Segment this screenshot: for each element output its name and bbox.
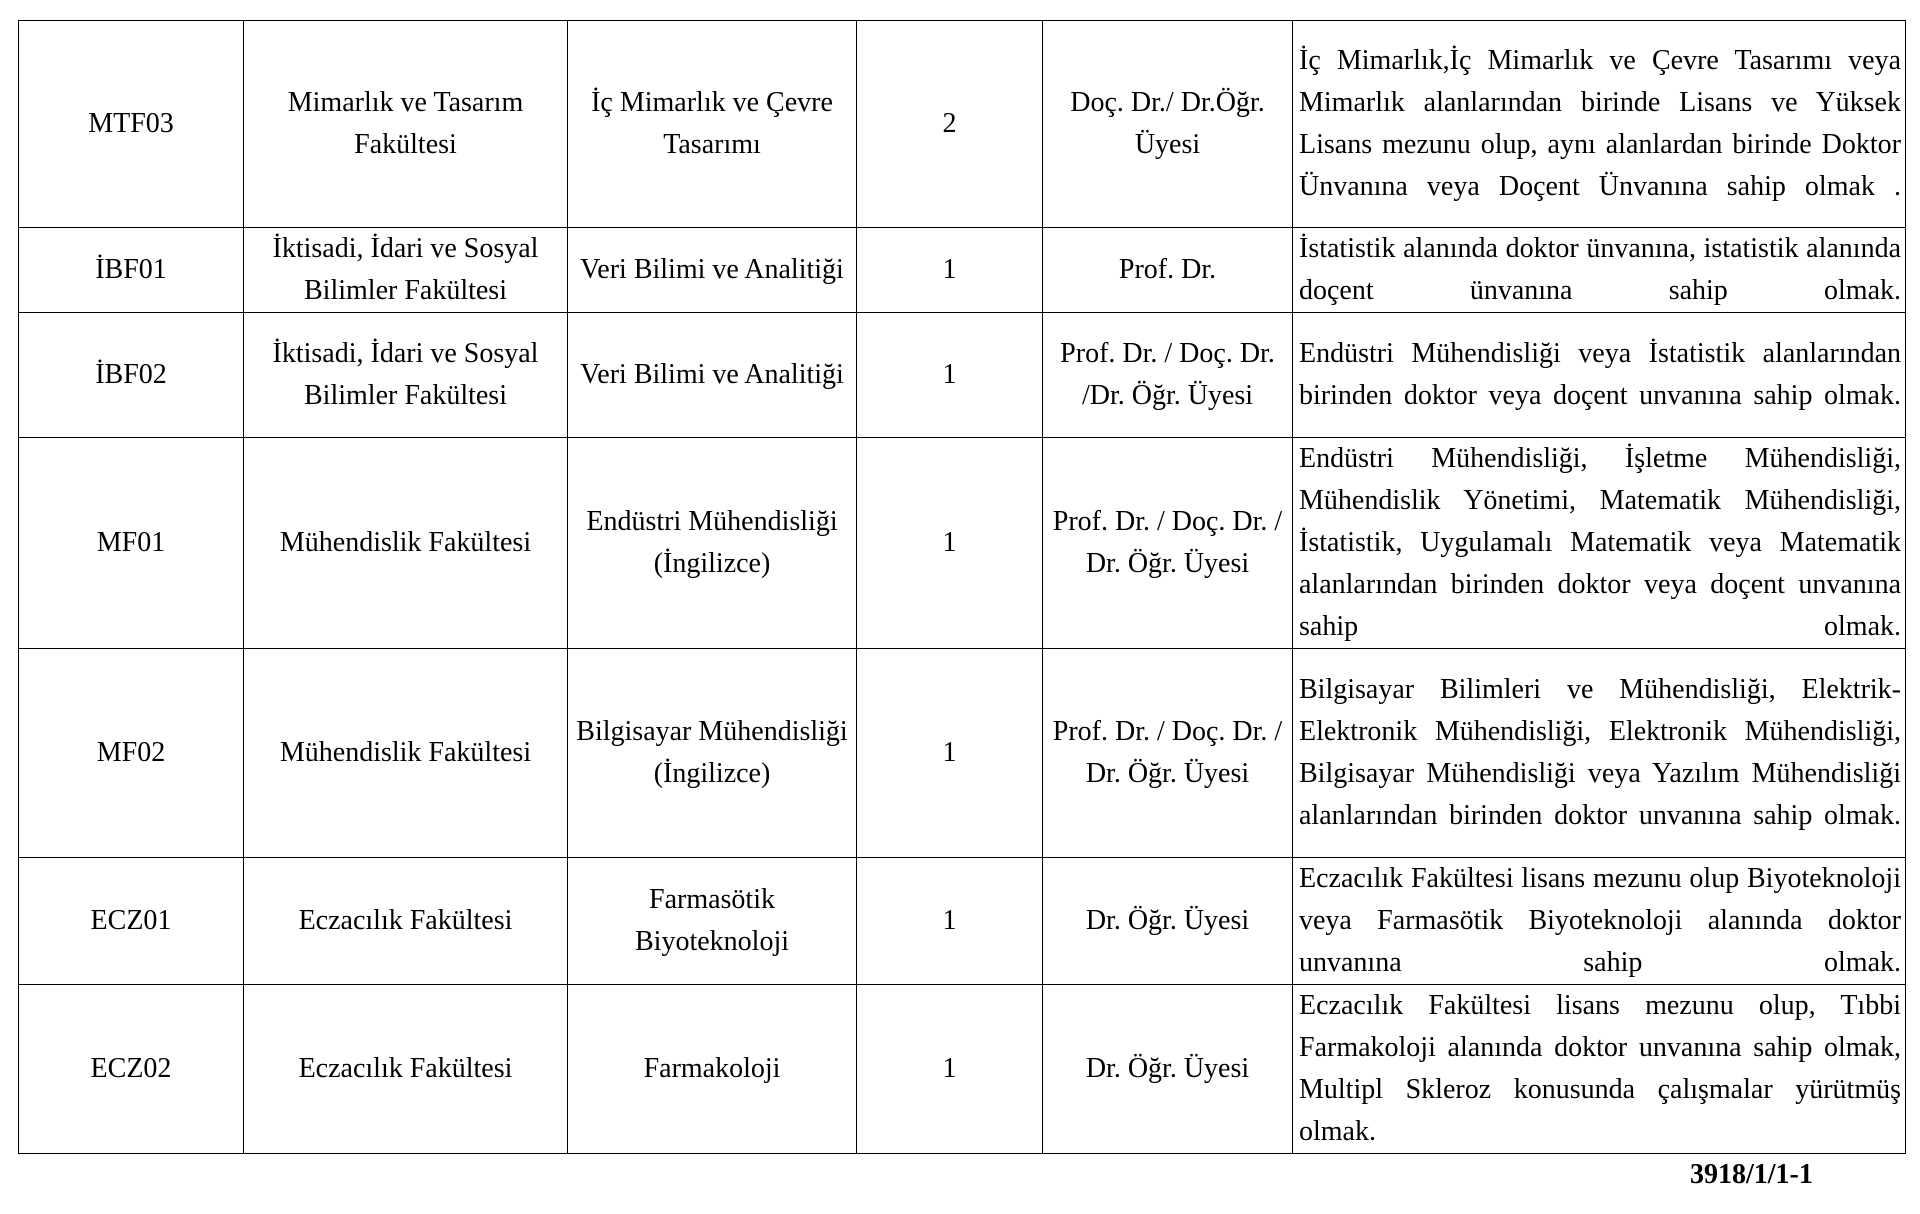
position-code: İBF01 <box>19 228 244 313</box>
positions-table <box>18 20 1906 1154</box>
position-code: MF02 <box>19 649 244 858</box>
requirement-text: Eczacılık Fakültesi lisans mezunu olup Biyoteknoloji veya Farmasötik Biyoteknoloji alanında doktor unvanına sahip olmak. <box>1293 858 1906 985</box>
department-name: Farmasötik Biyoteknoloji <box>568 858 857 985</box>
position-code: ECZ02 <box>19 985 244 1154</box>
table-row <box>19 438 1906 649</box>
requirement-text: İstatistik alanında doktor ünvanına, istatistik alanında doçent ünvanına sahip olmak. <box>1293 228 1906 313</box>
position-code: ECZ01 <box>19 858 244 985</box>
table-row <box>19 649 1906 858</box>
position-quota: 1 <box>857 985 1043 1154</box>
academic-title: Dr. Öğr. Üyesi <box>1043 858 1293 985</box>
table-row <box>19 228 1906 313</box>
department-name: İç Mimarlık ve Çevre Tasarımı <box>568 21 857 228</box>
faculty-name: Mühendislik Fakültesi <box>244 649 568 858</box>
requirement-text: Eczacılık Fakültesi lisans mezunu olup, Tıbbi Farmakoloji alanında doktor unvanına sahip olmak, Multipl Skleroz konusunda çalışmalar yürütmüş olmak. <box>1293 985 1906 1154</box>
faculty-name: Mimarlık ve Tasarım Fakültesi <box>244 21 568 228</box>
document-reference: 3918/1/1-1 <box>1690 1159 1813 1190</box>
department-name: Endüstri Mühendisliği (İngilizce) <box>568 438 857 649</box>
faculty-name: Eczacılık Fakültesi <box>244 985 568 1154</box>
position-quota: 1 <box>857 858 1043 985</box>
department-name: Farmakoloji <box>568 985 857 1154</box>
table-row <box>19 21 1906 228</box>
department-name: Veri Bilimi ve Analitiği <box>568 313 857 438</box>
position-code: MTF03 <box>19 21 244 228</box>
position-code: MF01 <box>19 438 244 649</box>
table-row <box>19 313 1906 438</box>
position-quota: 1 <box>857 228 1043 313</box>
academic-title: Prof. Dr. / Doç. Dr. / Dr. Öğr. Üyesi <box>1043 438 1293 649</box>
position-quota: 2 <box>857 21 1043 228</box>
position-quota: 1 <box>857 438 1043 649</box>
academic-title: Prof. Dr. / Doç. Dr. / Dr. Öğr. Üyesi <box>1043 649 1293 858</box>
department-name: Veri Bilimi ve Analitiği <box>568 228 857 313</box>
faculty-name: Mühendislik Fakültesi <box>244 438 568 649</box>
academic-title: Dr. Öğr. Üyesi <box>1043 985 1293 1154</box>
position-code: İBF02 <box>19 313 244 438</box>
department-name: Bilgisayar Mühendisliği (İngilizce) <box>568 649 857 858</box>
table-row <box>19 858 1906 985</box>
position-quota: 1 <box>857 649 1043 858</box>
faculty-name: İktisadi, İdari ve Sosyal Bilimler Fakültesi <box>244 313 568 438</box>
academic-title: Prof. Dr. / Doç. Dr. /Dr. Öğr. Üyesi <box>1043 313 1293 438</box>
academic-title: Doç. Dr./ Dr.Öğr. Üyesi <box>1043 21 1293 228</box>
requirement-text: Endüstri Mühendisliği veya İstatistik alanlarından birinden doktor veya doçent unvanına sahip olmak. <box>1293 313 1906 438</box>
position-quota: 1 <box>857 313 1043 438</box>
requirement-text: İç Mimarlık,İç Mimarlık ve Çevre Tasarımı veya Mimarlık alanlarından birinde Lisans ve Yüksek Lisans mezunu olup, aynı alanlardan birinde Doktor Ünvanına veya Doçent Ünvanına sahip olmak . <box>1293 21 1906 228</box>
faculty-name: İktisadi, İdari ve Sosyal Bilimler Fakültesi <box>244 228 568 313</box>
requirement-text: Bilgisayar Bilimleri ve Mühendisliği, Elektrik-Elektronik Mühendisliği, Elektronik Mühendisliği, Bilgisayar Mühendisliği veya Yazılım Mühendisliği alanlarından birinden doktor unvanına sahip olmak. <box>1293 649 1906 858</box>
table-row <box>19 985 1906 1154</box>
requirement-text: Endüstri Mühendisliği, İşletme Mühendisliği, Mühendislik Yönetimi, Matematik Mühendisliği, İstatistik, Uygulamalı Matematik veya Matematik alanlarından birinden doktor veya doçent unvanına sahip olmak. <box>1293 438 1906 649</box>
faculty-name: Eczacılık Fakültesi <box>244 858 568 985</box>
academic-title: Prof. Dr. <box>1043 228 1293 313</box>
